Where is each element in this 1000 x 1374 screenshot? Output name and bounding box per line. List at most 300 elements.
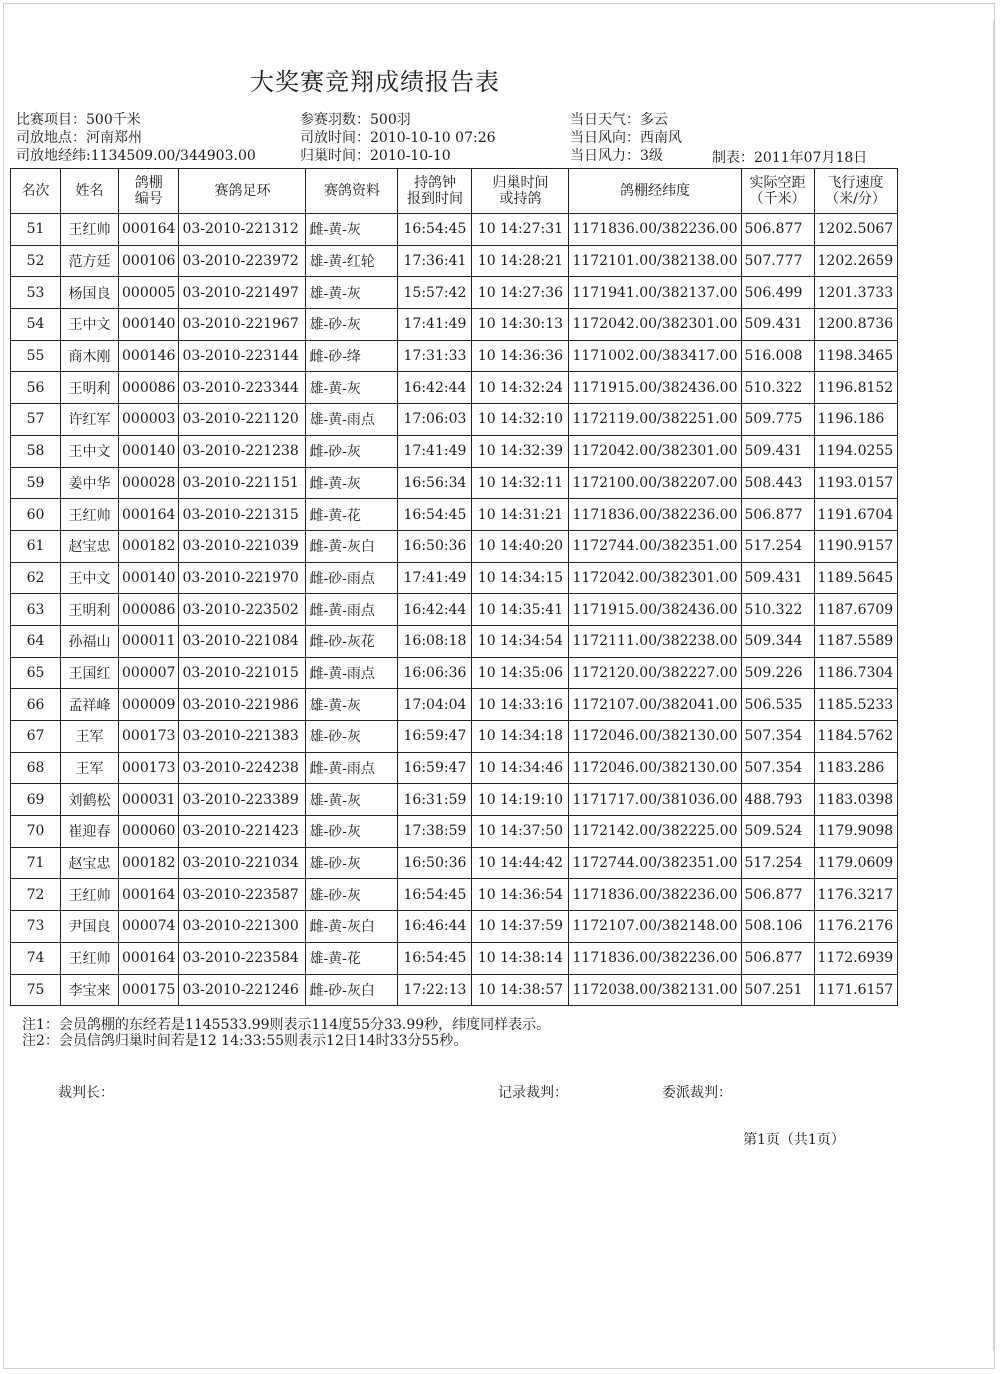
cell-distance: 488.793 <box>741 784 814 816</box>
cell-clock-time: 17:22:13 <box>398 974 472 1006</box>
cell-speed: 1201.3733 <box>814 277 897 309</box>
cell-coords: 1172100.00/382207.00 <box>569 467 741 499</box>
table-row <box>11 404 898 436</box>
table-row <box>11 942 898 974</box>
table-row <box>11 911 898 943</box>
cell-return-time: 10 14:19:10 <box>472 784 569 816</box>
table-row <box>11 562 898 594</box>
wind-force: 当日风力：3级 <box>570 148 663 164</box>
cell-coords: 1172038.00/382131.00 <box>569 974 741 1006</box>
info-column-event <box>16 111 256 165</box>
cell-rank: 59 <box>11 467 61 499</box>
cell-name: 王明利 <box>61 372 119 404</box>
cell-distance: 509.431 <box>741 309 814 341</box>
cell-loft-no: 000140 <box>119 435 179 467</box>
cell-distance: 509.226 <box>741 657 814 689</box>
table-row <box>11 689 898 721</box>
cell-name: 王中文 <box>61 309 119 341</box>
cell-clock-time: 17:38:59 <box>398 816 472 848</box>
cell-ring: 03-2010-223502 <box>179 594 306 626</box>
cell-coords: 1172744.00/382351.00 <box>569 530 741 562</box>
cell-speed: 1200.8736 <box>814 309 897 341</box>
table-row <box>11 530 898 562</box>
cell-rank: 62 <box>11 562 61 594</box>
cell-info: 雌-砂-灰花 <box>306 625 398 657</box>
cell-rank: 73 <box>11 911 61 943</box>
table-row <box>11 214 898 246</box>
cell-coords: 1172042.00/382301.00 <box>569 435 741 467</box>
cell-distance: 506.877 <box>741 942 814 974</box>
cell-speed: 1196.8152 <box>814 372 897 404</box>
cell-distance: 506.877 <box>741 214 814 246</box>
cell-rank: 70 <box>11 816 61 848</box>
page-number: 第1页（共1页） <box>743 1132 845 1148</box>
cell-ring: 03-2010-223389 <box>179 784 306 816</box>
weather: 当日天气：多云 <box>570 112 668 128</box>
cell-name: 赵宝忠 <box>61 530 119 562</box>
cell-ring: 03-2010-221238 <box>179 435 306 467</box>
cell-ring: 03-2010-221497 <box>179 277 306 309</box>
cell-loft-no: 000173 <box>119 721 179 753</box>
cell-info: 雄-砂-灰 <box>306 721 398 753</box>
cell-clock-time: 16:54:45 <box>398 499 472 531</box>
cell-name: 王红帅 <box>61 942 119 974</box>
results-table <box>10 168 898 1006</box>
signature-recording-referee: 记录裁判： <box>498 1085 568 1101</box>
cell-loft-no: 000164 <box>119 499 179 531</box>
report-title: 大奖赛竞翔成绩报告表 <box>250 68 500 96</box>
cell-info: 雄-黄-灰 <box>306 372 398 404</box>
cell-ring: 03-2010-221986 <box>179 689 306 721</box>
cell-speed: 1202.2659 <box>814 245 897 277</box>
cell-return-time: 10 14:34:46 <box>472 752 569 784</box>
cell-name: 王中文 <box>61 435 119 467</box>
release-place: 司放地点：河南郑州 <box>16 130 142 146</box>
cell-distance: 506.877 <box>741 499 814 531</box>
cell-rank: 56 <box>11 372 61 404</box>
cell-loft-no: 000009 <box>119 689 179 721</box>
made-by-date: 制表：2011年07月18日 <box>712 150 868 166</box>
cell-clock-time: 17:31:33 <box>398 340 472 372</box>
cell-rank: 66 <box>11 689 61 721</box>
cell-loft-no: 000086 <box>119 372 179 404</box>
table-row <box>11 879 898 911</box>
cell-ring: 03-2010-221312 <box>179 214 306 246</box>
cell-name: 范方廷 <box>61 245 119 277</box>
cell-loft-no: 000086 <box>119 594 179 626</box>
cell-ring: 03-2010-221015 <box>179 657 306 689</box>
cell-clock-time: 16:42:44 <box>398 372 472 404</box>
table-row <box>11 594 898 626</box>
cell-coords: 1172744.00/382351.00 <box>569 847 741 879</box>
release-time: 司放时间：2010-10-10 07:26 <box>300 130 496 146</box>
cell-return-time: 10 14:37:59 <box>472 911 569 943</box>
cell-coords: 1172046.00/382130.00 <box>569 721 741 753</box>
cell-coords: 1172042.00/382301.00 <box>569 562 741 594</box>
cell-coords: 1171836.00/382236.00 <box>569 214 741 246</box>
cell-speed: 1171.6157 <box>814 974 897 1006</box>
cell-info: 雄-砂-灰 <box>306 879 398 911</box>
info-column-times <box>300 111 496 165</box>
cell-info: 雌-黄-雨点 <box>306 657 398 689</box>
cell-name: 崔迎春 <box>61 816 119 848</box>
cell-clock-time: 17:41:49 <box>398 309 472 341</box>
cell-ring: 03-2010-223972 <box>179 245 306 277</box>
table-row <box>11 752 898 784</box>
cell-coords: 1171915.00/382436.00 <box>569 594 741 626</box>
cell-clock-time: 16:31:59 <box>398 784 472 816</box>
cell-return-time: 10 14:32:24 <box>472 372 569 404</box>
table-row <box>11 721 898 753</box>
cell-return-time: 10 14:34:54 <box>472 625 569 657</box>
return-time: 归巢时间：2010-10-10 <box>300 148 451 164</box>
header-loft-no: 鸽棚 编号 <box>119 169 179 214</box>
cell-rank: 61 <box>11 530 61 562</box>
cell-name: 李宝来 <box>61 974 119 1006</box>
cell-clock-time: 17:36:41 <box>398 245 472 277</box>
cell-name: 王国红 <box>61 657 119 689</box>
cell-info: 雄-黄-灰 <box>306 689 398 721</box>
header-info: 赛鸽资料 <box>306 169 398 214</box>
cell-info: 雌-黄-灰白 <box>306 530 398 562</box>
cell-info: 雌-砂-绛 <box>306 340 398 372</box>
cell-coords: 1171941.00/382137.00 <box>569 277 741 309</box>
cell-name: 王军 <box>61 721 119 753</box>
cell-loft-no: 000060 <box>119 816 179 848</box>
release-coords: 司放地经纬:1134509.00/344903.00 <box>16 148 256 164</box>
cell-speed: 1185.5233 <box>814 689 897 721</box>
cell-distance: 516.008 <box>741 340 814 372</box>
cell-clock-time: 17:41:49 <box>398 435 472 467</box>
scan-edge <box>993 20 994 1350</box>
table-row <box>11 340 898 372</box>
cell-speed: 1190.9157 <box>814 530 897 562</box>
cell-rank: 65 <box>11 657 61 689</box>
cell-coords: 1171915.00/382436.00 <box>569 372 741 404</box>
cell-return-time: 10 14:32:11 <box>472 467 569 499</box>
cell-name: 王红帅 <box>61 214 119 246</box>
cell-ring: 03-2010-221039 <box>179 530 306 562</box>
cell-name: 商木刚 <box>61 340 119 372</box>
cell-return-time: 10 14:35:06 <box>472 657 569 689</box>
table-row <box>11 245 898 277</box>
cell-ring: 03-2010-221315 <box>179 499 306 531</box>
cell-distance: 509.431 <box>741 562 814 594</box>
note-2: 注2：会员信鸽归巢时间若是12 14:33:55则表示12日14时33分55秒。 <box>22 1033 468 1049</box>
cell-return-time: 10 14:33:16 <box>472 689 569 721</box>
cell-ring: 03-2010-224238 <box>179 752 306 784</box>
cell-clock-time: 16:54:45 <box>398 942 472 974</box>
cell-return-time: 10 14:31:21 <box>472 499 569 531</box>
cell-coords: 1172107.00/382148.00 <box>569 911 741 943</box>
cell-distance: 507.354 <box>741 721 814 753</box>
cell-distance: 517.254 <box>741 530 814 562</box>
table-row <box>11 974 898 1006</box>
cell-return-time: 10 14:32:10 <box>472 404 569 436</box>
cell-speed: 1196.186 <box>814 404 897 436</box>
cell-coords: 1172107.00/382041.00 <box>569 689 741 721</box>
cell-distance: 509.524 <box>741 816 814 848</box>
cell-coords: 1171002.00/383417.00 <box>569 340 741 372</box>
cell-clock-time: 15:57:42 <box>398 277 472 309</box>
cell-info: 雄-黄-灰 <box>306 784 398 816</box>
cell-info: 雌-砂-灰白 <box>306 974 398 1006</box>
cell-clock-time: 17:04:04 <box>398 689 472 721</box>
cell-clock-time: 17:06:03 <box>398 404 472 436</box>
cell-rank: 57 <box>11 404 61 436</box>
cell-return-time: 10 14:37:50 <box>472 816 569 848</box>
wind-direction: 当日风向：西南风 <box>570 130 682 146</box>
cell-info: 雌-砂-雨点 <box>306 562 398 594</box>
cell-distance: 507.251 <box>741 974 814 1006</box>
cell-distance: 510.322 <box>741 372 814 404</box>
cell-info: 雄-黄-红轮 <box>306 245 398 277</box>
cell-speed: 1189.5645 <box>814 562 897 594</box>
cell-return-time: 10 14:30:13 <box>472 309 569 341</box>
cell-coords: 1172101.00/382138.00 <box>569 245 741 277</box>
cell-return-time: 10 14:32:39 <box>472 435 569 467</box>
cell-speed: 1193.0157 <box>814 467 897 499</box>
cell-info: 雌-砂-灰 <box>306 435 398 467</box>
cell-loft-no: 000007 <box>119 657 179 689</box>
cell-info: 雄-砂-灰 <box>306 309 398 341</box>
table-row <box>11 625 898 657</box>
cell-ring: 03-2010-221300 <box>179 911 306 943</box>
cell-distance: 517.254 <box>741 847 814 879</box>
cell-coords: 1171836.00/382236.00 <box>569 942 741 974</box>
cell-loft-no: 000164 <box>119 942 179 974</box>
cell-speed: 1183.0398 <box>814 784 897 816</box>
cell-info: 雌-黄-雨点 <box>306 594 398 626</box>
cell-distance: 507.777 <box>741 245 814 277</box>
cell-clock-time: 16:54:45 <box>398 214 472 246</box>
signature-chief-referee: 裁判长： <box>58 1085 114 1101</box>
info-column-weather <box>570 111 682 165</box>
cell-distance: 509.775 <box>741 404 814 436</box>
cell-ring: 03-2010-223587 <box>179 879 306 911</box>
results-body <box>11 214 898 1006</box>
table-row <box>11 816 898 848</box>
cell-clock-time: 16:08:18 <box>398 625 472 657</box>
cell-clock-time: 16:59:47 <box>398 752 472 784</box>
cell-name: 尹国良 <box>61 911 119 943</box>
cell-clock-time: 17:41:49 <box>398 562 472 594</box>
header-speed: 飞行速度 （米/分） <box>814 169 897 214</box>
cell-coords: 1171836.00/382236.00 <box>569 499 741 531</box>
cell-rank: 60 <box>11 499 61 531</box>
cell-ring: 03-2010-221970 <box>179 562 306 594</box>
cell-rank: 71 <box>11 847 61 879</box>
cell-return-time: 10 14:40:20 <box>472 530 569 562</box>
cell-loft-no: 000164 <box>119 879 179 911</box>
cell-speed: 1176.3217 <box>814 879 897 911</box>
cell-coords: 1172120.00/382227.00 <box>569 657 741 689</box>
cell-info: 雄-黄-花 <box>306 942 398 974</box>
cell-speed: 1194.0255 <box>814 435 897 467</box>
note-1: 注1：会员鸽棚的东经若是1145533.99则表示114度55分33.99秒，纬度同样表示。 <box>22 1017 551 1033</box>
cell-clock-time: 16:54:45 <box>398 879 472 911</box>
table-row <box>11 309 898 341</box>
cell-clock-time: 16:46:44 <box>398 911 472 943</box>
cell-loft-no: 000106 <box>119 245 179 277</box>
cell-rank: 68 <box>11 752 61 784</box>
cell-coords: 1172142.00/382225.00 <box>569 816 741 848</box>
cell-clock-time: 16:59:47 <box>398 721 472 753</box>
cell-return-time: 10 14:34:15 <box>472 562 569 594</box>
cell-info: 雌-黄-灰 <box>306 214 398 246</box>
cell-speed: 1179.0609 <box>814 847 897 879</box>
notes <box>22 1017 550 1049</box>
cell-speed: 1186.7304 <box>814 657 897 689</box>
cell-loft-no: 000011 <box>119 625 179 657</box>
cell-rank: 74 <box>11 942 61 974</box>
cell-rank: 54 <box>11 309 61 341</box>
cell-distance: 509.344 <box>741 625 814 657</box>
table-row <box>11 784 898 816</box>
cell-loft-no: 000146 <box>119 340 179 372</box>
cell-rank: 55 <box>11 340 61 372</box>
header-coords: 鸽棚经纬度 <box>569 169 741 214</box>
cell-rank: 51 <box>11 214 61 246</box>
header-ring: 赛鸽足环 <box>179 169 306 214</box>
cell-info: 雌-黄-灰白 <box>306 911 398 943</box>
cell-rank: 58 <box>11 435 61 467</box>
table-row <box>11 277 898 309</box>
cell-loft-no: 000140 <box>119 562 179 594</box>
cell-coords: 1171836.00/382236.00 <box>569 879 741 911</box>
table-row <box>11 657 898 689</box>
cell-coords: 1171717.00/381036.00 <box>569 784 741 816</box>
cell-rank: 64 <box>11 625 61 657</box>
cell-distance: 509.431 <box>741 435 814 467</box>
cell-loft-no: 000074 <box>119 911 179 943</box>
cell-distance: 510.322 <box>741 594 814 626</box>
cell-return-time: 10 14:35:41 <box>472 594 569 626</box>
header-return-time: 归巢时间 或持鸽 <box>472 169 569 214</box>
cell-rank: 52 <box>11 245 61 277</box>
cell-rank: 72 <box>11 879 61 911</box>
cell-info: 雌-黄-花 <box>306 499 398 531</box>
cell-ring: 03-2010-223144 <box>179 340 306 372</box>
cell-loft-no: 000031 <box>119 784 179 816</box>
cell-speed: 1176.2176 <box>814 911 897 943</box>
cell-speed: 1191.6704 <box>814 499 897 531</box>
cell-info: 雄-砂-灰 <box>306 816 398 848</box>
cell-distance: 508.443 <box>741 467 814 499</box>
header-rank: 名次 <box>11 169 61 214</box>
table-row <box>11 467 898 499</box>
cell-clock-time: 16:06:36 <box>398 657 472 689</box>
cell-loft-no: 000003 <box>119 404 179 436</box>
cell-speed: 1187.6709 <box>814 594 897 626</box>
cell-coords: 1172119.00/382251.00 <box>569 404 741 436</box>
cell-ring: 03-2010-221034 <box>179 847 306 879</box>
cell-ring: 03-2010-221383 <box>179 721 306 753</box>
cell-ring: 03-2010-221151 <box>179 467 306 499</box>
cell-info: 雌-黄-灰 <box>306 467 398 499</box>
cell-info: 雄-砂-灰 <box>306 847 398 879</box>
cell-loft-no: 000173 <box>119 752 179 784</box>
table-row <box>11 499 898 531</box>
cell-info: 雄-黄-雨点 <box>306 404 398 436</box>
cell-distance: 506.499 <box>741 277 814 309</box>
cell-loft-no: 000005 <box>119 277 179 309</box>
cell-clock-time: 16:56:34 <box>398 467 472 499</box>
cell-rank: 75 <box>11 974 61 1006</box>
cell-name: 姜中华 <box>61 467 119 499</box>
table-row <box>11 372 898 404</box>
cell-ring: 03-2010-221967 <box>179 309 306 341</box>
cell-ring: 03-2010-221246 <box>179 974 306 1006</box>
cell-coords: 1172111.00/382238.00 <box>569 625 741 657</box>
cell-return-time: 10 14:27:36 <box>472 277 569 309</box>
signature-assigned-referee: 委派裁判： <box>662 1085 732 1101</box>
cell-speed: 1172.6939 <box>814 942 897 974</box>
cell-distance: 508.106 <box>741 911 814 943</box>
cell-rank: 63 <box>11 594 61 626</box>
cell-return-time: 10 14:27:31 <box>472 214 569 246</box>
cell-name: 王中文 <box>61 562 119 594</box>
header-name: 姓名 <box>61 169 119 214</box>
cell-ring: 03-2010-221423 <box>179 816 306 848</box>
cell-ring: 03-2010-223584 <box>179 942 306 974</box>
cell-return-time: 10 14:38:57 <box>472 974 569 1006</box>
cell-name: 刘鹤松 <box>61 784 119 816</box>
cell-speed: 1184.5762 <box>814 721 897 753</box>
cell-rank: 69 <box>11 784 61 816</box>
cell-speed: 1187.5589 <box>814 625 897 657</box>
header-distance: 实际空距 （千米） <box>741 169 814 214</box>
cell-return-time: 10 14:38:14 <box>472 942 569 974</box>
cell-loft-no: 000182 <box>119 530 179 562</box>
cell-loft-no: 000028 <box>119 467 179 499</box>
cell-distance: 506.535 <box>741 689 814 721</box>
header-clock-time: 持鸽钟 报到时间 <box>398 169 472 214</box>
table-header-row <box>11 169 898 214</box>
cell-distance: 506.877 <box>741 879 814 911</box>
cell-loft-no: 000164 <box>119 214 179 246</box>
cell-name: 孙福山 <box>61 625 119 657</box>
cell-rank: 53 <box>11 277 61 309</box>
cell-name: 王红帅 <box>61 499 119 531</box>
cell-ring: 03-2010-223344 <box>179 372 306 404</box>
cell-loft-no: 000140 <box>119 309 179 341</box>
cell-name: 王红帅 <box>61 879 119 911</box>
cell-loft-no: 000175 <box>119 974 179 1006</box>
cell-name: 王明利 <box>61 594 119 626</box>
cell-ring: 03-2010-221084 <box>179 625 306 657</box>
cell-coords: 1172042.00/382301.00 <box>569 309 741 341</box>
cell-clock-time: 16:50:36 <box>398 847 472 879</box>
cell-return-time: 10 14:36:54 <box>472 879 569 911</box>
entries-count: 参赛羽数：500羽 <box>300 112 411 128</box>
event-label: 比赛项目：500千米 <box>16 112 141 128</box>
cell-return-time: 10 14:36:36 <box>472 340 569 372</box>
table-row <box>11 847 898 879</box>
cell-name: 孟祥峰 <box>61 689 119 721</box>
cell-distance: 507.354 <box>741 752 814 784</box>
cell-coords: 1172046.00/382130.00 <box>569 752 741 784</box>
cell-name: 王军 <box>61 752 119 784</box>
cell-ring: 03-2010-221120 <box>179 404 306 436</box>
cell-clock-time: 16:42:44 <box>398 594 472 626</box>
cell-return-time: 10 14:44:42 <box>472 847 569 879</box>
cell-speed: 1183.286 <box>814 752 897 784</box>
cell-return-time: 10 14:34:18 <box>472 721 569 753</box>
cell-name: 许红军 <box>61 404 119 436</box>
cell-info: 雌-黄-雨点 <box>306 752 398 784</box>
cell-clock-time: 16:50:36 <box>398 530 472 562</box>
